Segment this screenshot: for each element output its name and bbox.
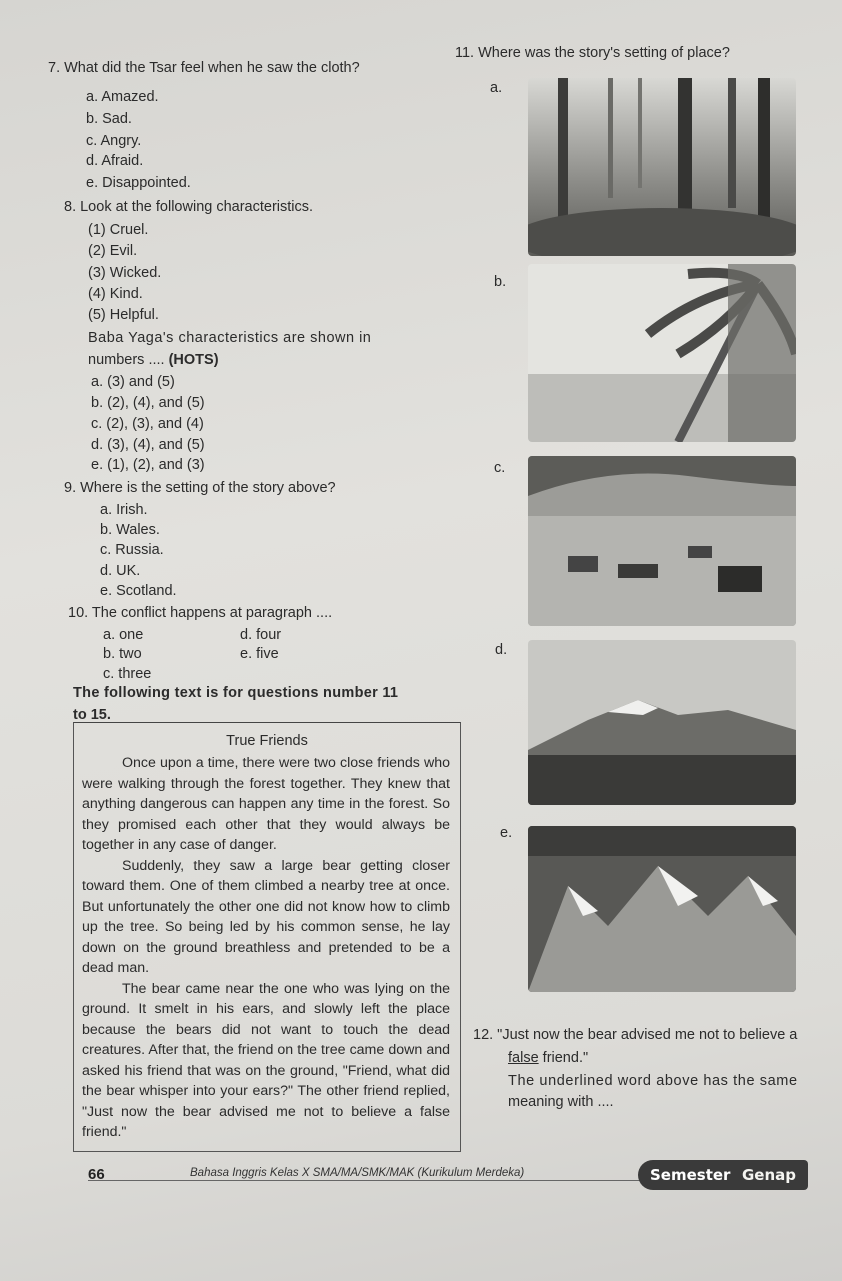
question-12-line4: meaning with .... (508, 1094, 614, 1110)
text-intro-line2: to 15. (73, 707, 111, 723)
q10-option-d: d. four (240, 627, 282, 643)
q8-option-b: b. (2), (4), and (5) (91, 395, 205, 411)
q7-option-c: c. Angry. (86, 133, 142, 149)
mountain-image (528, 640, 796, 805)
forest-image (528, 78, 796, 256)
snowy-mountain-image (528, 826, 796, 992)
pasture-photo (528, 456, 796, 626)
q7-option-e: e. Disappointed. (86, 175, 191, 191)
story-paragraph-1: Once upon a time, there were two close friends who were walking through the forest together. They knew that anything dangerous can happen any time in the forest. So they promised each other that they would always be together in any case of danger. (82, 755, 450, 853)
q9-option-c: c. Russia. (100, 542, 164, 558)
q8-option-d: d. (3), (4), and (5) (91, 437, 205, 453)
story-paragraph-3: The bear came near the one who was lying on the ground. It smelt in his ears, and slowly left the place because the bears did not want to touch the dead creatures. After that, the friend on the tree came down and asked his friend that was on the ground, "Friend, what did the bear whisper into your ears?" The other friend replied, "Just now the bear advised me not to believe a false friend." (82, 980, 450, 1140)
question-12-line2 (508, 1050, 588, 1066)
pasture-image (528, 456, 796, 626)
book-title: Bahasa Inggris Kelas X SMA/MA/SMK/MAK (Kurikulum Merdeka) (190, 1167, 525, 1179)
question-11: 11. Where was the story's setting of place? (455, 45, 730, 61)
question-9: 9. Where is the setting of the story above? (64, 480, 336, 496)
question-12-rest: friend." (538, 1050, 589, 1066)
q8-prompt-line1: Baba Yaga's characteristics are shown in (88, 330, 372, 346)
q11-label-c: c. (494, 460, 506, 476)
q11-label-b: b. (494, 274, 507, 290)
q8-item-5: (5) Helpful. (88, 307, 159, 323)
q8-item-4: (4) Kind. (88, 286, 143, 302)
q10-option-b: b. two (103, 646, 142, 662)
beach-image (528, 264, 796, 442)
q8-item-2: (2) Evil. (88, 243, 138, 259)
semester-badge (638, 1160, 808, 1190)
q8-item-3: (3) Wicked. (88, 265, 162, 281)
text-intro-line1: The following text is for questions number 11 (73, 685, 399, 701)
q11-label-e: e. (500, 825, 513, 841)
question-12-line1: 12. "Just now the bear advised me not to believe a (473, 1027, 798, 1043)
question-12-line3: The underlined word above has the same (508, 1073, 798, 1089)
story-text (82, 753, 450, 1143)
q8-option-e: e. (1), (2), and (3) (91, 457, 205, 473)
question-7: 7. What did the Tsar feel when he saw the cloth? (48, 60, 360, 76)
q10-option-c: c. three (103, 666, 152, 682)
hots-label: (HOTS) (168, 352, 219, 368)
q11-label-d: d. (495, 642, 508, 658)
q9-option-a: a. Irish. (100, 502, 148, 518)
footer-rule (88, 1180, 648, 1181)
q8-option-c: c. (2), (3), and (4) (91, 416, 204, 432)
q8-item-1: (1) Cruel. (88, 222, 149, 238)
snowy-mountain-photo (528, 826, 796, 992)
genap-label: Genap (742, 1166, 797, 1184)
q9-option-b: b. Wales. (100, 522, 160, 538)
underlined-word: false (508, 1050, 539, 1066)
q7-option-b: b. Sad. (86, 111, 132, 127)
beach-photo (528, 264, 796, 442)
question-10: 10. The conflict happens at paragraph .... (68, 605, 333, 621)
q11-label-a: a. (490, 80, 503, 96)
q8-prompt-line2 (88, 352, 219, 368)
q10-option-a: a. one (103, 627, 144, 643)
story-paragraph-2: Suddenly, they saw a large bear getting closer toward them. One of them climbed a nearby tree at once. But unfortunately the other one did not know how to climb up the tree. So being led by his common sense, he lay down on the ground breathless and pretended to be a dead man. (82, 857, 450, 976)
semester-label: Semester (650, 1166, 731, 1184)
q7-option-d: d. Afraid. (86, 153, 144, 169)
question-8: 8. Look at the following characteristics. (64, 199, 314, 215)
q9-option-e: e. Scotland. (100, 583, 177, 599)
q8-prompt-text: numbers .... (88, 352, 169, 368)
q7-option-a: a. Amazed. (86, 89, 159, 105)
page-number: 66 (88, 1166, 105, 1183)
forest-photo (528, 78, 796, 256)
story-box (73, 722, 461, 1152)
story-title: True Friends (226, 733, 308, 749)
q9-option-d: d. UK. (100, 563, 141, 579)
q8-option-a: a. (3) and (5) (91, 374, 175, 390)
q10-option-e: e. five (240, 646, 279, 662)
mountain-photo (528, 640, 796, 805)
